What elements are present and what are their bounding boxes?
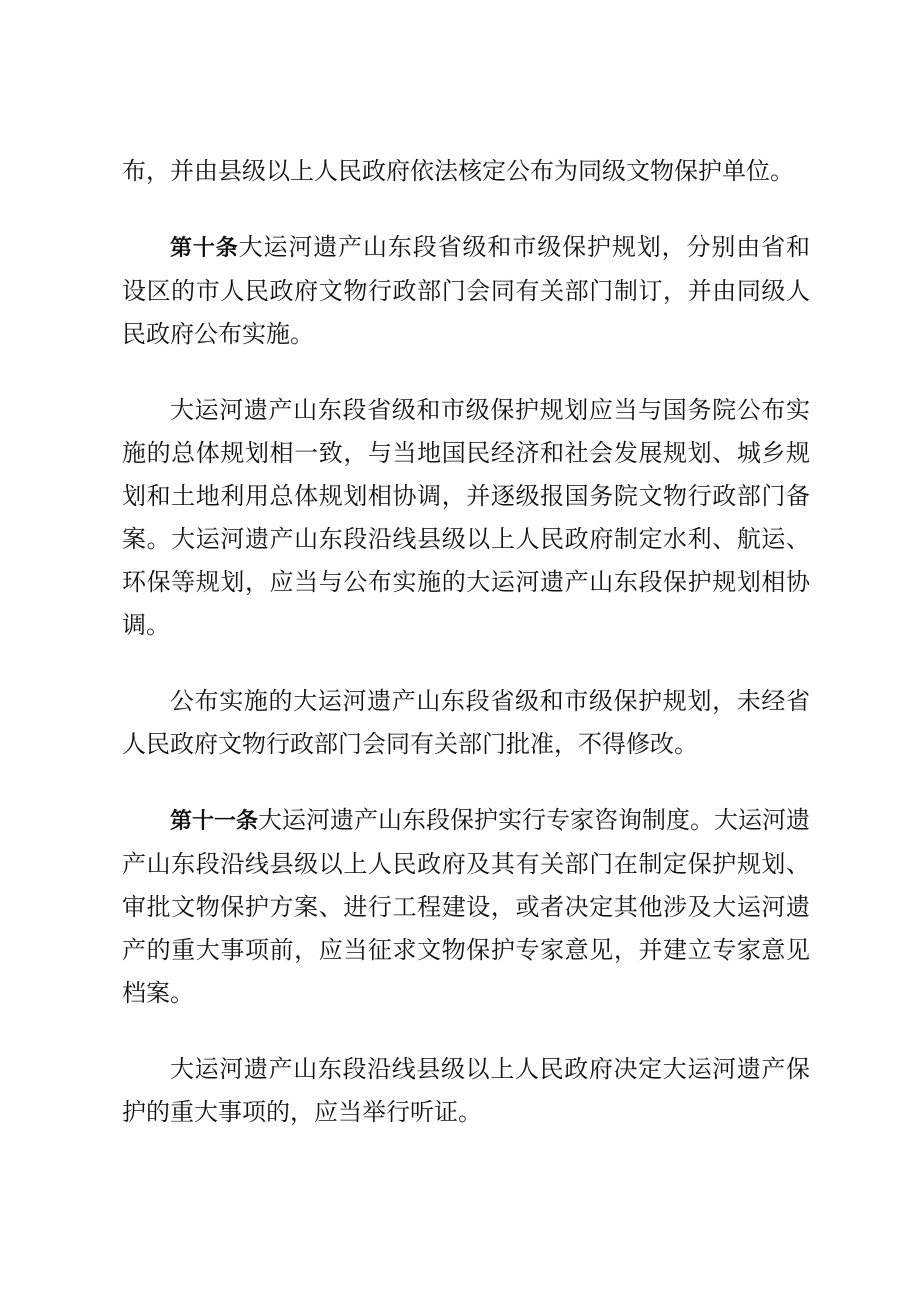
article-11-paragraph	[122, 799, 810, 1015]
article-10-paragraph-2	[122, 389, 810, 647]
article-10-paragraph-3	[122, 680, 810, 766]
paragraph-text: 布，并由县级以上人民政府依法核定公布为同级文物保护单位。	[122, 157, 794, 185]
paragraph-text: 大运河遗产山东段保护实行专家咨询制度。大运河遗产山东段沿线县级以上人民政府及其有关部门在制定保护规划、审批文物保护方案、进行工程建设，或者决定其他涉及大运河遗产的重大事项前，应当征求文物保护专家意见，并建立专家意见档案。	[122, 806, 811, 1007]
paragraph-text: 大运河遗产山东段省级和市级保护规划应当与国务院公布实施的总体规划相一致，与当地国民经济和社会发展规划、城乡规划和土地利用总体规划相协调，并逐级报国务院文物行政部门备案。大运河遗产山东段沿线县级以上人民政府制定水利、航运、环保等规划，应当与公布实施的大运河遗产山东段保护规划相协调。	[122, 396, 810, 639]
article-label: 第十一条	[170, 809, 259, 834]
article-10-paragraph	[122, 226, 810, 356]
article-11-paragraph-2	[122, 1048, 810, 1134]
paragraph-continuation	[122, 150, 810, 193]
paragraph-text: 大运河遗产山东段省级和市级保护规划，分别由省和设区的市人民政府文物行政部门会同有关部门制订，并由同级人民政府公布实施。	[122, 233, 810, 348]
document-body	[122, 150, 810, 1167]
paragraph-text: 公布实施的大运河遗产山东段省级和市级保护规划，未经省人民政府文物行政部门会同有关部门批准，不得修改。	[122, 687, 810, 758]
article-label: 第十条	[170, 236, 239, 261]
paragraph-text: 大运河遗产山东段沿线县级以上人民政府决定大运河遗产保护的重大事项的，应当举行听证。	[122, 1055, 810, 1126]
